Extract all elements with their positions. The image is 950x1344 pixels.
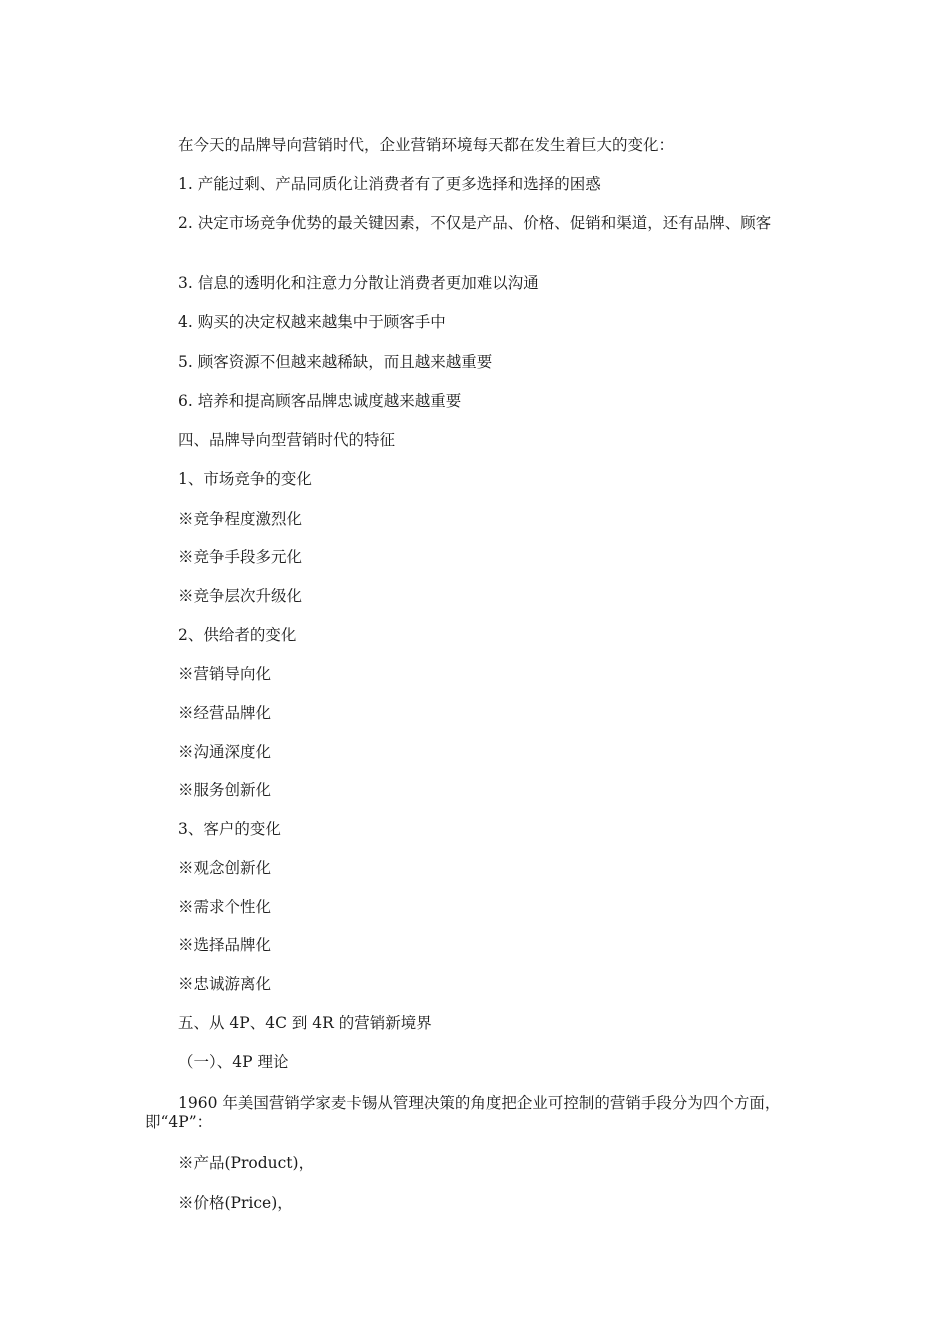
list-item: ※竞争手段多元化 [178, 548, 303, 566]
subsection-heading: （一）、4P 理论 [178, 1053, 289, 1071]
section-heading: 五、从 4P、4C 到 4R 的营销新境界 [178, 1014, 432, 1032]
list-item: ※竞争程度激烈化 [178, 510, 303, 528]
list-item: 3. 信息的透明化和注意力分散让消费者更加难以沟通 [178, 274, 539, 292]
list-item: ※需求个性化 [178, 898, 272, 916]
list-item: ※沟通深度化 [178, 743, 272, 761]
list-item: 4. 购买的决定权越来越集中于顾客手中 [178, 313, 446, 331]
body-paragraph: 1960 年美国营销学家麦卡锡从管理决策的角度把企业可控制的营销手段分为四个方面，即“4P”： [145, 1094, 781, 1131]
intro-paragraph: 在今天的品牌导向营销时代，企业营销环境每天都在发生着巨大的变化： [178, 136, 675, 154]
section-heading: 四、品牌导向型营销时代的特征 [178, 431, 396, 449]
subsection-heading: 3、客户的变化 [178, 820, 281, 838]
subsection-heading: 2、供给者的变化 [178, 626, 297, 644]
list-item: 1. 产能过剩、产品同质化让消费者有了更多选择和选择的困惑 [178, 175, 601, 193]
list-item: ※产品(Product)， [178, 1154, 315, 1172]
list-item: 6. 培养和提高顾客品牌忠诚度越来越重要 [178, 392, 462, 410]
list-item: ※观念创新化 [178, 859, 272, 877]
list-item: ※经营品牌化 [178, 704, 272, 722]
list-item: ※价格(Price)， [178, 1194, 293, 1212]
list-item: ※忠诚游离化 [178, 975, 272, 993]
list-item: ※营销导向化 [178, 665, 272, 683]
list-item: 2. 决定市场竞争优势的最关键因素，不仅是产品、价格、促销和渠道，还有品牌、顾客 [178, 214, 772, 232]
list-item: ※选择品牌化 [178, 936, 272, 954]
subsection-heading: 1、市场竞争的变化 [178, 470, 312, 488]
list-item: ※竞争层次升级化 [178, 587, 303, 605]
list-item: 5. 顾客资源不但越来越稀缺，而且越来越重要 [178, 353, 493, 371]
list-item: ※服务创新化 [178, 781, 272, 799]
